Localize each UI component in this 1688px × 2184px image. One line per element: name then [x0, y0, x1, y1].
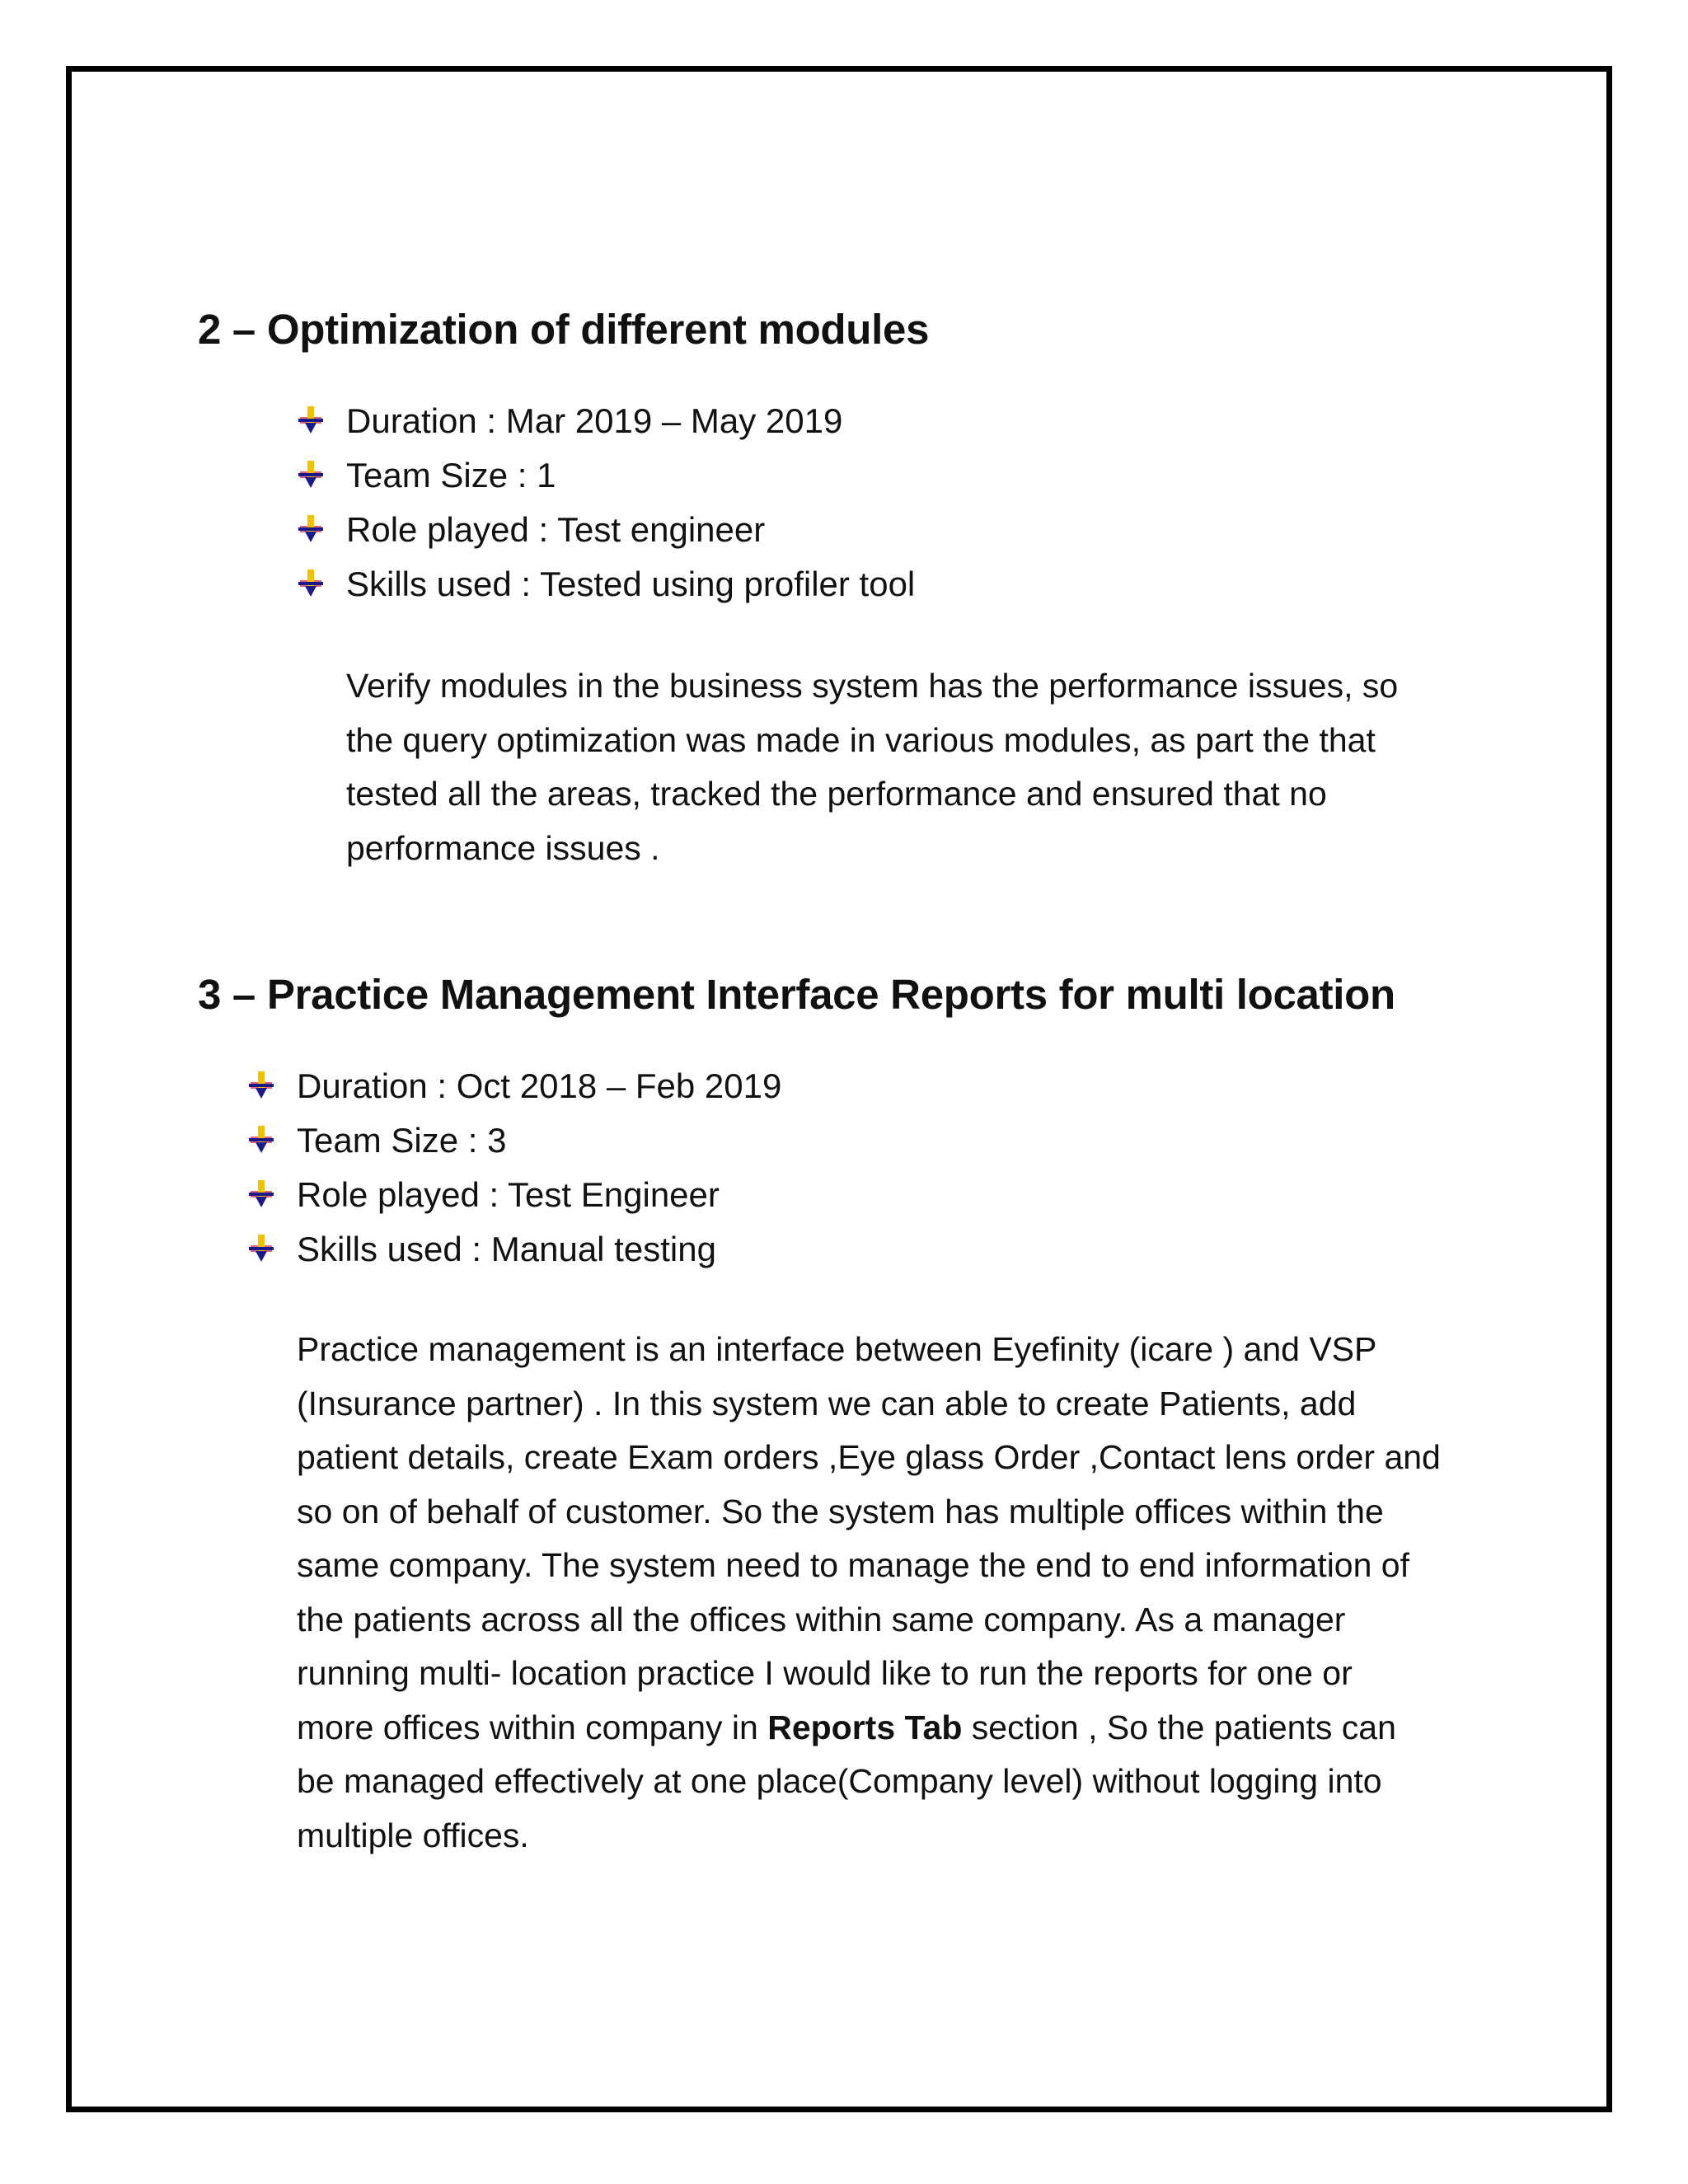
bullet-text: Skills used : Tested using profiler tool: [346, 565, 916, 603]
bullet-text: Team Size : 3: [297, 1121, 507, 1160]
bullet-text: Duration : Oct 2018 – Feb 2019: [297, 1066, 782, 1105]
bullet-text: Skills used : Manual testing: [297, 1230, 716, 1268]
arrow-down-bullet-icon: [297, 569, 325, 598]
arrow-down-bullet-icon: [247, 1235, 275, 1263]
arrow-down-bullet-icon: [247, 1126, 275, 1154]
paragraph-line: Verify modules in the business system has the performance issues, so: [346, 667, 1399, 705]
paragraph-line: so on of behalf of customer. So the system has multiple offices within the: [297, 1492, 1384, 1530]
bullet-text: Team Size : 1: [346, 456, 556, 494]
paragraph-line: patient details, create Exam orders ,Eye glass Order ,Contact lens order and: [297, 1438, 1441, 1476]
bullet-text: Role played : Test Engineer: [297, 1175, 720, 1214]
paragraph-line: multiple offices.: [297, 1816, 529, 1854]
section-heading: 3 – Practice Management Interface Reports for multi location: [198, 971, 1395, 1018]
paragraph-line: running multi- location practice I would like to run the reports for one or: [297, 1654, 1353, 1692]
paragraph-line: (Insurance partner) . In this system we can able to create Patients, add: [297, 1384, 1357, 1422]
arrow-down-bullet-icon: [247, 1180, 275, 1208]
paragraph-line: tested all the areas, tracked the performance and ensured that no: [346, 775, 1327, 813]
paragraph-text: section , So the patients can: [962, 1708, 1396, 1746]
paragraph-line: the query optimization was made in various modules, as part the that: [346, 720, 1376, 759]
paragraph-line: the patients across all the offices within same company. As a manager: [297, 1600, 1346, 1638]
bullet-text: Duration : Mar 2019 – May 2019: [346, 401, 843, 440]
arrow-down-bullet-icon: [297, 406, 325, 434]
paragraph-line: performance issues .: [346, 828, 660, 867]
project-description: [346, 659, 1500, 875]
paragraph-text: more offices within company in: [297, 1708, 768, 1746]
paragraph-line: same company. The system need to manage the end to end information of: [297, 1546, 1409, 1584]
arrow-down-bullet-icon: [247, 1071, 275, 1099]
reports-tab-bold-text: Reports Tab: [767, 1708, 963, 1746]
paragraph-line-with-bold: [297, 1701, 1500, 1755]
paragraph-line: be managed effectively at one place(Company level) without logging into: [297, 1762, 1382, 1800]
bullet-text: Role played : Test engineer: [346, 510, 766, 549]
paragraph-line: Practice management is an interface between Eyefinity (icare ) and VSP: [297, 1330, 1377, 1368]
arrow-down-bullet-icon: [297, 461, 325, 489]
section-heading: 2 – Optimization of different modules: [198, 306, 930, 353]
project-description: [297, 1323, 1500, 1863]
arrow-down-bullet-icon: [297, 515, 325, 543]
